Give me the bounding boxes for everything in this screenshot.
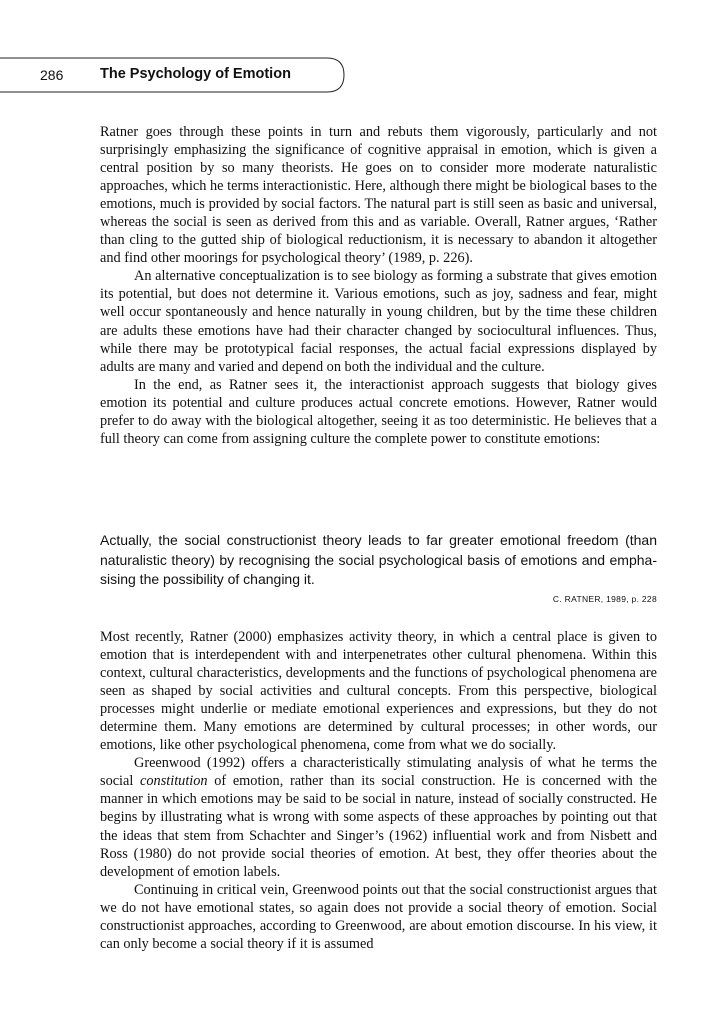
body-text-top xyxy=(100,123,657,448)
paragraph-text: Greenwood (1992) offers a characteristically stimulating analysis of what he terms the social xyxy=(100,755,657,790)
page-number: 286 xyxy=(40,67,64,83)
paragraph: In the end, as Ratner sees it, the interactionist approach suggests that biology gives emotion its potential and culture produces actual concrete emotions. However, Ratner would prefer to do away with the biological altogether, seeing it as too deterministic. He believes that a full theory can come from assigning culture the complete power to constitute emotions: xyxy=(100,376,657,447)
paragraph: Ratner goes through these points in turn and rebuts them vigorously, particularly and not surprisingly emphasizing the significance of cognitive appraisal in emotion, which is given a central position by so many theorists. He goes on to consider more moderate naturalistic approaches, which he terms interactionistic. Here, although there might be biological bases to the emotions, much is provided by social factors. The natural part is still seen as basic and universal, whereas the social is seen as derived from this and as variable. Overall, Ratner argues, ‘Rather than cling to the gutted ship of biological reductionism, it is necessary to abandon it altogether and find other moorings for psychological theory’ (1989, p. 226). xyxy=(100,124,657,267)
quote-citation: C. RATNER, 1989, p. 228 xyxy=(552,594,657,604)
block-quote: Actually, the social constructionist theory leads to far greater emotional freedom (than naturalistic theory) by recognising the social psychological basis of emotions and emphasising the possibility of changing it. xyxy=(100,532,657,587)
running-title: The Psychology of Emotion xyxy=(100,66,291,82)
paragraph: Most recently, Ratner (2000) emphasizes activity theory, in which a central place is given to emotion that is interdependent with and interpenetrates other cultural phenomena. Within this context, cultural characteristics, developments and the functions of psychological phenomena are seen as shaped by social activities and cultural concepts. From this perspective, biological processes might underlie or mediate emotional experiences and expressions, but they do not determine them. Many emotions are determined by cultural processes; in other words, our emotions, like other psychological phenomena, come from what we do socially. xyxy=(100,629,657,754)
paragraph xyxy=(100,754,657,880)
paragraph: An alternative conceptualization is to see biology as forming a substrate that gives emotion its potential, but does not determine it. Various emotions, such as joy, sadness and fear, might well occur spontaneously and hence naturally in young children, but by the time these children are adults these emotions have had their character changed by sociocultural influences. Thus, while there may be prototypical facial responses, the actual facial expressions displayed by adults are many and varied and depend on both the individual and the culture. xyxy=(100,268,657,375)
emphasis-text: constitution xyxy=(140,773,208,790)
paragraph: Continuing in critical vein, Greenwood points out that the social constructionist argues that we do not have emotional states, so again does not provide a social theory of emotion. Social constructionist approaches, according to Greenwood, are about emotion discourse. In his view, it can only become a social theory if it is assumed xyxy=(100,881,657,952)
body-text-bottom xyxy=(100,628,657,953)
paragraph-text: of emotion, rather than its social construction. He is concerned with the manner in which emotions may be said to be social in nature, instead of socially constructed. He begins by illustrating what is wrong with some aspects of these approaches by pointing out that the ideas that stem from Schachter and Singer’s (1962) influential work and from Nisbett and Ross (1980) do not provide social theories of emotion. At best, they offer theories about the development of emotion labels. xyxy=(100,773,657,880)
